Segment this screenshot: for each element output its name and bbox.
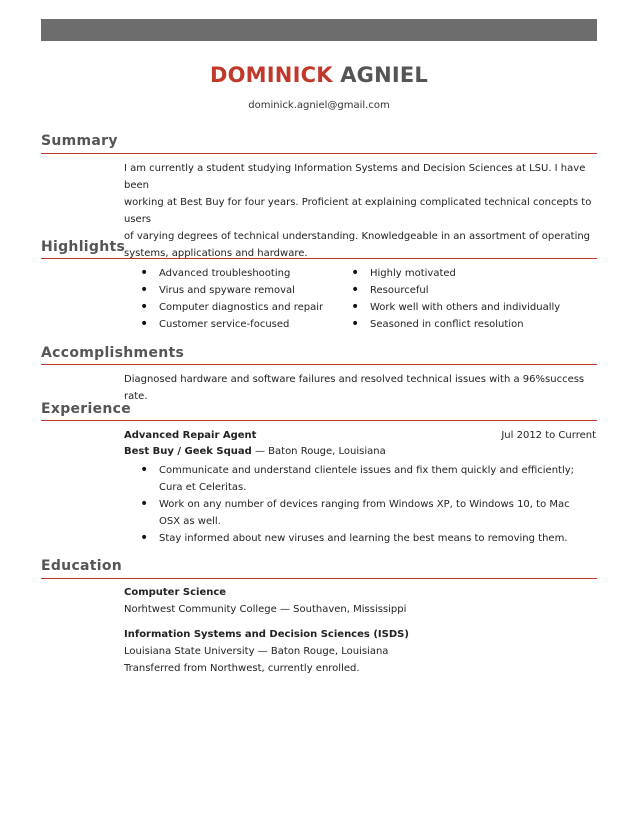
candidate-name: [0, 63, 638, 87]
education-degree: Information Systems and Decision Sciences (ISDS): [124, 629, 409, 640]
summary-line: I am currently a student studying Information Systems and Decision Sciences at LSU. I have been: [124, 163, 586, 191]
highlight-item: • Virus and spyware removal: [140, 282, 340, 299]
experience-divider: [41, 420, 597, 421]
accomplishments-divider: [41, 364, 597, 365]
job-company: Best Buy / Geek Squad: [124, 446, 252, 457]
highlights-right-list: [351, 265, 597, 333]
summary-text: [124, 160, 604, 262]
highlight-item: • Resourceful: [351, 282, 597, 299]
first-name: DOMINICK: [210, 63, 333, 87]
highlight-item: • Work well with others and individually: [351, 299, 597, 316]
job-duty-item: • Work on any number of devices ranging from Windows XP, to Windows 10, to Mac OSX as well.: [140, 496, 590, 530]
summary-line: systems, applications and hardware.: [124, 248, 308, 259]
highlight-item: • Advanced troubleshooting: [140, 265, 340, 282]
highlights-divider: [41, 258, 597, 259]
email-address[interactable]: dominick.agniel@gmail.com: [248, 100, 390, 111]
accomplishments-text: Diagnosed hardware and software failures and resolved technical issues with a 96%success rate.: [124, 374, 585, 402]
job-location: — Baton Rouge, Louisiana: [251, 446, 386, 457]
education-divider: [41, 578, 597, 579]
education-degree: Computer Science: [124, 587, 227, 598]
summary-divider: [41, 153, 597, 154]
summary-line: of varying degrees of technical understanding. Knowledgeable in an assortment of operating: [124, 231, 591, 242]
highlight-item: • Highly motivated: [351, 265, 597, 282]
job-company-line: [124, 446, 386, 457]
job-duty-item: • Stay informed about new viruses and learning the best means to removing them.: [140, 530, 590, 547]
education-school: Louisiana State University — Baton Rouge, Louisiana: [124, 646, 389, 657]
education-school: Norhtwest Community College — Southaven, Mississippi: [124, 604, 407, 615]
last-name: AGNIEL: [340, 63, 428, 87]
job-title: Advanced Repair Agent: [124, 430, 257, 441]
summary-line: working at Best Buy for four years. Proficient at explaining complicated technical concepts to users: [124, 197, 592, 225]
summary-heading: Summary: [41, 133, 118, 149]
education-heading: Education: [41, 558, 123, 574]
highlights-left-list: [140, 265, 340, 333]
header-bar: [41, 19, 597, 41]
experience-heading: Experience: [41, 401, 132, 417]
highlight-item: • Customer service-focused: [140, 316, 340, 333]
job-duty-item: • Communicate and understand clientele issues and fix them quickly and efficiently; Cura et Celeritas.: [140, 462, 590, 496]
highlight-item: • Computer diagnostics and repair: [140, 299, 340, 316]
highlight-item: • Seasoned in conflict resolution: [351, 316, 597, 333]
accomplishments-heading: Accomplishments: [41, 345, 185, 361]
job-dates: Jul 2012 to Current: [501, 430, 596, 441]
education-note: Transferred from Northwest, currently enrolled.: [124, 663, 360, 674]
job-duties-list: [140, 462, 590, 547]
highlights-heading: Highlights: [41, 239, 126, 255]
